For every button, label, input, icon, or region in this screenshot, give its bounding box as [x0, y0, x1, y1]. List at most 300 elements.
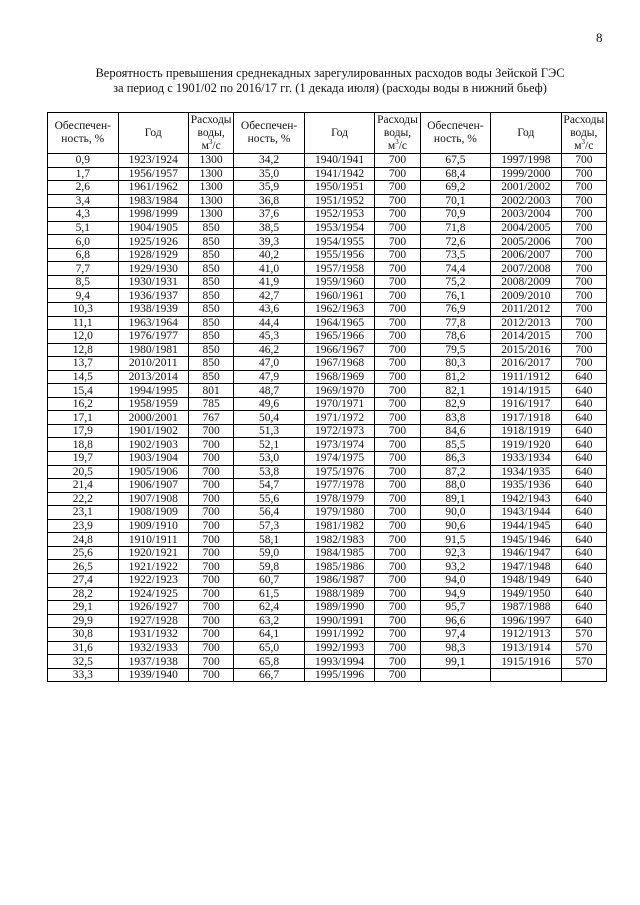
probability-cell: 94,0	[420, 573, 491, 587]
flow-cell: 700	[375, 492, 420, 506]
year-cell: 1960/1961	[304, 289, 375, 303]
flow-cell: 700	[375, 465, 420, 479]
probability-cell: 76,1	[420, 289, 491, 303]
probability-cell: 94,9	[420, 587, 491, 601]
flow-cell: 700	[375, 289, 420, 303]
flow-cell: 640	[561, 465, 606, 479]
year-cell: 1924/1925	[118, 587, 189, 601]
year-cell: 2012/2013	[491, 316, 562, 330]
table-row	[48, 235, 607, 249]
flow-cell: 700	[561, 248, 606, 262]
year-cell: 2015/2016	[491, 343, 562, 357]
probability-cell: 67,5	[420, 154, 491, 168]
probability-cell: 90,6	[420, 519, 491, 533]
year-cell: 2014/2015	[491, 330, 562, 344]
year-cell: 1966/1967	[304, 343, 375, 357]
probability-cell: 59,8	[234, 560, 305, 574]
flow-cell: 640	[561, 411, 606, 425]
probability-cell: 36,8	[234, 194, 305, 208]
year-cell: 1974/1975	[304, 452, 375, 466]
table-row	[48, 316, 607, 330]
probability-cell: 38,5	[234, 221, 305, 235]
flow-cell: 801	[189, 384, 234, 398]
table-row	[48, 641, 607, 655]
year-cell: 1943/1944	[491, 506, 562, 520]
year-cell: 1931/1932	[118, 628, 189, 642]
year-cell: 1969/1970	[304, 384, 375, 398]
probability-cell: 23,1	[48, 506, 119, 520]
flow-cell: 640	[561, 614, 606, 628]
header-flow: Расходы воды, $м^3/с$	[189, 113, 234, 154]
probability-cell: 9,4	[48, 289, 119, 303]
flow-cell	[561, 668, 606, 682]
year-cell: 1989/1990	[304, 601, 375, 615]
year-cell: 1982/1983	[304, 533, 375, 547]
header-probability: Обеспечен- ность, %	[48, 113, 119, 154]
year-cell: 1999/2000	[491, 167, 562, 181]
probability-cell: 82,9	[420, 397, 491, 411]
year-cell: 1927/1928	[118, 614, 189, 628]
probability-cell: 85,5	[420, 438, 491, 452]
year-cell: 1946/1947	[491, 546, 562, 560]
flow-cell: 700	[375, 668, 420, 682]
table-row	[48, 384, 607, 398]
probability-cell: 70,1	[420, 194, 491, 208]
flow-cell: 850	[189, 357, 234, 371]
year-cell: 1955/1956	[304, 248, 375, 262]
flow-cell: 700	[375, 330, 420, 344]
probability-cell: 48,7	[234, 384, 305, 398]
year-cell: 1980/1981	[118, 343, 189, 357]
year-cell: 1993/1994	[304, 655, 375, 669]
probability-cell: 23,9	[48, 519, 119, 533]
flow-cell: 700	[189, 601, 234, 615]
probability-cell: 82,1	[420, 384, 491, 398]
flow-cell: 700	[375, 397, 420, 411]
probability-cell: 70,9	[420, 208, 491, 222]
year-cell: 2005/2006	[491, 235, 562, 249]
probability-table	[47, 112, 607, 682]
probability-cell: 56,4	[234, 506, 305, 520]
probability-cell: 86,3	[420, 452, 491, 466]
table-row	[48, 601, 607, 615]
year-cell: 1992/1993	[304, 641, 375, 655]
year-cell: 1949/1950	[491, 587, 562, 601]
probability-cell: 2,6	[48, 181, 119, 195]
year-cell: 1981/1982	[304, 519, 375, 533]
flow-cell: 700	[561, 275, 606, 289]
flow-cell: 700	[375, 479, 420, 493]
table-row	[48, 546, 607, 560]
probability-cell: 21,4	[48, 479, 119, 493]
probability-cell: 0,9	[48, 154, 119, 168]
year-cell: 1996/1997	[491, 614, 562, 628]
probability-cell: 88,0	[420, 479, 491, 493]
year-cell: 1944/1945	[491, 519, 562, 533]
probability-cell: 91,5	[420, 533, 491, 547]
year-cell: 2007/2008	[491, 262, 562, 276]
year-cell: 1907/1908	[118, 492, 189, 506]
flow-cell: 1300	[189, 194, 234, 208]
probability-cell: 30,8	[48, 628, 119, 642]
flow-cell: 700	[189, 668, 234, 682]
year-cell: 1953/1954	[304, 221, 375, 235]
probability-cell: 10,3	[48, 303, 119, 317]
probability-cell: 15,4	[48, 384, 119, 398]
year-cell: 1968/1969	[304, 370, 375, 384]
probability-cell: 87,2	[420, 465, 491, 479]
flow-cell: 700	[375, 628, 420, 642]
year-cell: 1902/1903	[118, 438, 189, 452]
year-cell: 1948/1949	[491, 573, 562, 587]
probability-cell: 53,8	[234, 465, 305, 479]
flow-cell: 700	[189, 492, 234, 506]
flow-cell: 700	[189, 533, 234, 547]
flow-cell: 700	[561, 262, 606, 276]
year-cell: 2016/2017	[491, 357, 562, 371]
flow-cell: 850	[189, 343, 234, 357]
table-row	[48, 614, 607, 628]
probability-cell: 92,3	[420, 546, 491, 560]
probability-cell: 60,7	[234, 573, 305, 587]
flow-cell: 850	[189, 289, 234, 303]
year-cell: 1979/1980	[304, 506, 375, 520]
flow-cell: 700	[375, 601, 420, 615]
flow-cell: 700	[189, 573, 234, 587]
probability-cell: 29,1	[48, 601, 119, 615]
year-cell: 1935/1936	[491, 479, 562, 493]
flow-cell: 700	[561, 221, 606, 235]
flow-cell: 700	[561, 167, 606, 181]
flow-cell: 640	[561, 397, 606, 411]
flow-cell: 700	[561, 154, 606, 168]
table-row	[48, 573, 607, 587]
flow-cell: 570	[561, 628, 606, 642]
flow-cell: 640	[561, 370, 606, 384]
flow-cell: 700	[375, 384, 420, 398]
year-cell: 1938/1939	[118, 303, 189, 317]
year-cell: 1932/1933	[118, 641, 189, 655]
probability-cell: 39,3	[234, 235, 305, 249]
probability-cell: 40,2	[234, 248, 305, 262]
flow-cell: 767	[189, 411, 234, 425]
probability-cell: 47,9	[234, 370, 305, 384]
flow-cell: 700	[375, 411, 420, 425]
probability-cell: 68,4	[420, 167, 491, 181]
probability-cell: 74,4	[420, 262, 491, 276]
year-cell: 1916/1917	[491, 397, 562, 411]
year-cell: 1942/1943	[491, 492, 562, 506]
flow-cell: 700	[375, 248, 420, 262]
probability-cell: 79,5	[420, 343, 491, 357]
probability-cell: 31,6	[48, 641, 119, 655]
flow-cell: 700	[375, 546, 420, 560]
table-row	[48, 343, 607, 357]
probability-cell: 65,0	[234, 641, 305, 655]
title-line-1: Вероятность превышения среднекадных зарегулированных расходов воды Зейской ГЭС	[95, 66, 565, 80]
year-cell: 1910/1911	[118, 533, 189, 547]
year-cell: 1984/1985	[304, 546, 375, 560]
table-row	[48, 628, 607, 642]
probability-cell: 52,1	[234, 438, 305, 452]
flow-cell: 700	[375, 275, 420, 289]
probability-cell: 3,4	[48, 194, 119, 208]
probability-cell: 51,3	[234, 424, 305, 438]
year-cell: 1985/1986	[304, 560, 375, 574]
flow-cell: 700	[375, 573, 420, 587]
flow-cell: 700	[561, 235, 606, 249]
probability-cell: 47,0	[234, 357, 305, 371]
flow-cell: 700	[375, 560, 420, 574]
year-cell: 1990/1991	[304, 614, 375, 628]
year-cell: 1958/1959	[118, 397, 189, 411]
year-cell: 2003/2004	[491, 208, 562, 222]
year-cell: 1918/1919	[491, 424, 562, 438]
flow-cell: 700	[561, 194, 606, 208]
year-cell: 1970/1971	[304, 397, 375, 411]
table-row	[48, 289, 607, 303]
year-cell: 1947/1948	[491, 560, 562, 574]
probability-cell: 45,3	[234, 330, 305, 344]
table-row	[48, 506, 607, 520]
flow-cell: 700	[375, 370, 420, 384]
flow-cell: 700	[375, 181, 420, 195]
title-line-2: за период с 1901/02 по 2016/17 гг. (1 декада июля) (расходы воды в нижний бьеф)	[113, 81, 547, 95]
table-row	[48, 181, 607, 195]
year-cell: 1997/1998	[491, 154, 562, 168]
year-cell: 1909/1910	[118, 519, 189, 533]
probability-cell: 14,5	[48, 370, 119, 384]
table-row	[48, 208, 607, 222]
table-row	[48, 194, 607, 208]
year-cell: 1936/1937	[118, 289, 189, 303]
flow-cell: 640	[561, 452, 606, 466]
flow-cell: 850	[189, 316, 234, 330]
table-row	[48, 424, 607, 438]
probability-cell: 66,7	[234, 668, 305, 682]
header-probability: Обеспечен- ность, %	[420, 113, 491, 154]
year-cell: 1930/1931	[118, 275, 189, 289]
probability-cell: 71,8	[420, 221, 491, 235]
year-cell: 1965/1966	[304, 330, 375, 344]
year-cell: 1933/1934	[491, 452, 562, 466]
header-probability: Обеспечен- ность, %	[234, 113, 305, 154]
header-year: Год	[304, 113, 375, 154]
flow-cell: 700	[189, 438, 234, 452]
flow-cell: 700	[561, 181, 606, 195]
probability-cell: 6,8	[48, 248, 119, 262]
flow-cell: 700	[375, 316, 420, 330]
year-cell: 1950/1951	[304, 181, 375, 195]
year-cell: 1904/1905	[118, 221, 189, 235]
year-cell: 1994/1995	[118, 384, 189, 398]
table-row	[48, 533, 607, 547]
table-row	[48, 370, 607, 384]
flow-cell: 700	[375, 235, 420, 249]
flow-cell: 700	[189, 587, 234, 601]
probability-cell: 81,2	[420, 370, 491, 384]
probability-cell: 63,2	[234, 614, 305, 628]
table-row	[48, 154, 607, 168]
year-cell: 1995/1996	[304, 668, 375, 682]
flow-cell: 700	[189, 424, 234, 438]
table-row	[48, 560, 607, 574]
year-cell: 1954/1955	[304, 235, 375, 249]
table-row	[48, 519, 607, 533]
probability-cell: 19,7	[48, 452, 119, 466]
flow-cell: 700	[189, 628, 234, 642]
flow-cell: 640	[561, 479, 606, 493]
flow-cell: 785	[189, 397, 234, 411]
flow-cell: 700	[189, 506, 234, 520]
year-cell: 1956/1957	[118, 167, 189, 181]
year-cell: 2006/2007	[491, 248, 562, 262]
probability-cell: 8,5	[48, 275, 119, 289]
probability-cell: 78,6	[420, 330, 491, 344]
flow-cell: 700	[561, 289, 606, 303]
year-cell: 1901/1902	[118, 424, 189, 438]
probability-cell: 84,6	[420, 424, 491, 438]
header-year: Год	[491, 113, 562, 154]
table-title	[60, 66, 600, 96]
flow-cell: 700	[375, 424, 420, 438]
probability-cell: 13,7	[48, 357, 119, 371]
table-row	[48, 587, 607, 601]
year-cell: 1917/1918	[491, 411, 562, 425]
year-cell: 1919/1920	[491, 438, 562, 452]
year-cell	[491, 668, 562, 682]
probability-cell: 42,7	[234, 289, 305, 303]
year-cell: 1945/1946	[491, 533, 562, 547]
flow-cell: 640	[561, 506, 606, 520]
probability-cell: 49,6	[234, 397, 305, 411]
flow-cell: 700	[375, 641, 420, 655]
flow-cell: 1300	[189, 167, 234, 181]
probability-cell: 98,3	[420, 641, 491, 655]
flow-cell: 850	[189, 330, 234, 344]
flow-cell: 640	[561, 533, 606, 547]
probability-cell: 76,9	[420, 303, 491, 317]
probability-cell: 7,7	[48, 262, 119, 276]
probability-cell: 5,1	[48, 221, 119, 235]
year-cell: 1967/1968	[304, 357, 375, 371]
flow-cell: 700	[375, 221, 420, 235]
flow-cell: 640	[561, 573, 606, 587]
flow-cell: 700	[561, 316, 606, 330]
flow-cell: 850	[189, 221, 234, 235]
flow-cell: 700	[189, 614, 234, 628]
year-cell: 1964/1965	[304, 316, 375, 330]
table-row	[48, 221, 607, 235]
flow-cell: 700	[375, 167, 420, 181]
flow-cell: 700	[375, 194, 420, 208]
probability-cell: 32,5	[48, 655, 119, 669]
table-row	[48, 397, 607, 411]
header-row	[48, 113, 607, 154]
flow-cell: 700	[189, 479, 234, 493]
probability-cell: 34,2	[234, 154, 305, 168]
table-row	[48, 438, 607, 452]
probability-cell: 41,0	[234, 262, 305, 276]
flow-cell: 1300	[189, 154, 234, 168]
table-row	[48, 357, 607, 371]
year-cell: 1952/1953	[304, 208, 375, 222]
year-cell: 2008/2009	[491, 275, 562, 289]
probability-cell: 57,3	[234, 519, 305, 533]
year-cell: 1977/1978	[304, 479, 375, 493]
year-cell: 1986/1987	[304, 573, 375, 587]
table-body	[48, 154, 607, 682]
flow-cell: 640	[561, 601, 606, 615]
probability-cell: 26,5	[48, 560, 119, 574]
probability-cell: 83,8	[420, 411, 491, 425]
probability-cell: 99,1	[420, 655, 491, 669]
probability-cell: 65,8	[234, 655, 305, 669]
flow-cell: 700	[375, 506, 420, 520]
year-cell: 1951/1952	[304, 194, 375, 208]
probability-cell: 72,6	[420, 235, 491, 249]
flow-cell: 700	[375, 533, 420, 547]
year-cell: 2009/2010	[491, 289, 562, 303]
probability-cell: 96,6	[420, 614, 491, 628]
year-cell: 1957/1958	[304, 262, 375, 276]
probability-cell: 55,6	[234, 492, 305, 506]
flow-cell: 700	[561, 357, 606, 371]
probability-cell: 4,3	[48, 208, 119, 222]
flow-cell: 700	[189, 655, 234, 669]
probability-cell: 59,0	[234, 546, 305, 560]
flow-cell: 640	[561, 587, 606, 601]
year-cell: 1991/1992	[304, 628, 375, 642]
flow-cell: 700	[189, 560, 234, 574]
probability-cell: 77,8	[420, 316, 491, 330]
flow-cell: 700	[561, 330, 606, 344]
probability-cell: 22,2	[48, 492, 119, 506]
flow-cell: 850	[189, 248, 234, 262]
probability-cell: 46,2	[234, 343, 305, 357]
probability-cell: 12,0	[48, 330, 119, 344]
header-year: Год	[118, 113, 189, 154]
flow-cell: 700	[375, 452, 420, 466]
probability-cell: 17,9	[48, 424, 119, 438]
year-cell: 1963/1964	[118, 316, 189, 330]
year-cell: 2004/2005	[491, 221, 562, 235]
year-cell: 1939/1940	[118, 668, 189, 682]
probability-cell: 18,8	[48, 438, 119, 452]
flow-cell: 850	[189, 303, 234, 317]
flow-cell: 700	[375, 587, 420, 601]
flow-cell: 700	[561, 343, 606, 357]
year-cell: 1922/1923	[118, 573, 189, 587]
probability-cell: 54,7	[234, 479, 305, 493]
year-cell: 1987/1988	[491, 601, 562, 615]
flow-cell: 640	[561, 438, 606, 452]
probability-cell: 62,4	[234, 601, 305, 615]
probability-cell	[420, 668, 491, 682]
probability-cell: 53,0	[234, 452, 305, 466]
year-cell: 1923/1924	[118, 154, 189, 168]
table-row	[48, 655, 607, 669]
flow-cell: 1300	[189, 181, 234, 195]
flow-cell: 850	[189, 275, 234, 289]
table-row	[48, 411, 607, 425]
probability-cell: 24,8	[48, 533, 119, 547]
year-cell: 1928/1929	[118, 248, 189, 262]
probability-cell: 69,2	[420, 181, 491, 195]
year-cell: 1906/1907	[118, 479, 189, 493]
flow-cell: 700	[375, 357, 420, 371]
flow-cell: 700	[375, 208, 420, 222]
